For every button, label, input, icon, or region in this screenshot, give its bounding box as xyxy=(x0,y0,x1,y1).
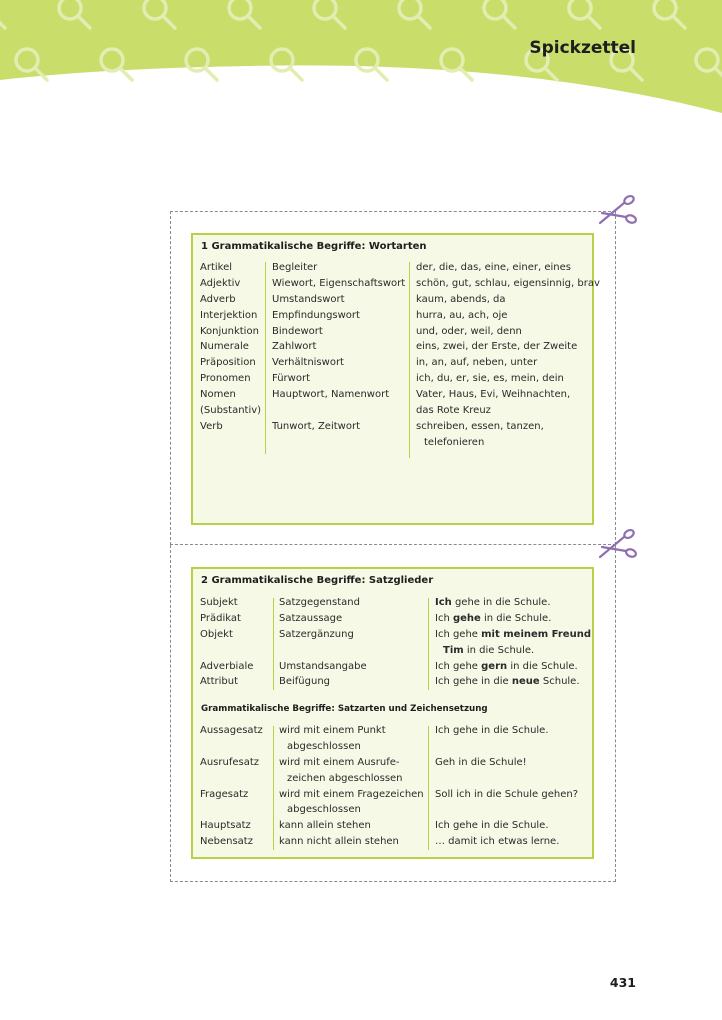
table-cell xyxy=(435,674,591,690)
table-cell: Beifügung xyxy=(279,676,331,688)
table-cell: hurra, au, ach, oje xyxy=(416,309,508,321)
term-column xyxy=(200,595,253,690)
example-text: Ich gehe xyxy=(435,660,482,672)
table-cell: Fürwort xyxy=(272,373,310,385)
table-cell: Ich gehe in die Schule. xyxy=(435,820,549,832)
table-cell: Verb xyxy=(200,420,223,432)
table-cell xyxy=(200,771,263,787)
table-cell: Vater, Haus, Evi, Weihnachten, xyxy=(416,389,571,401)
highlighted-term: mit meinem Freund xyxy=(481,628,591,640)
table-cell: das Rote Kreuz xyxy=(416,405,491,417)
highlighted-term: Ich xyxy=(435,597,452,608)
table-cell: kann nicht allein stehen xyxy=(279,836,399,848)
column-divider xyxy=(273,726,274,850)
german-term-column xyxy=(279,595,367,690)
table-cell: Adverbiale xyxy=(200,660,254,672)
table-cell: schön, gut, schlau, eigensinnig, brav xyxy=(416,277,600,289)
table-cell: wird mit einem Punkt xyxy=(279,725,386,736)
table-cell: (Substantiv) xyxy=(200,405,262,417)
table-cell: kann allein stehen xyxy=(279,820,371,832)
card-title: 2 Grammatikalische Begriffe: Satzglieder xyxy=(201,575,434,586)
page-number: 431 xyxy=(609,975,636,990)
example-text: Ich xyxy=(435,612,453,624)
table-cell: Nomen xyxy=(200,389,236,401)
table-cell: Wiewort, Eigenschaftswort xyxy=(272,277,406,289)
table-cell: Hauptsatz xyxy=(200,820,251,832)
example-column xyxy=(435,595,591,690)
table-cell: Zahlwort xyxy=(272,341,317,353)
table-cell: in, an, auf, neben, unter xyxy=(416,357,538,369)
table-cell xyxy=(435,643,591,659)
table-cell: Soll ich in die Schule gehen? xyxy=(435,788,579,800)
table-cell: Satzaussage xyxy=(279,612,343,624)
table-cell: Nebensatz xyxy=(200,836,253,848)
example-text: gehe in die Schule. xyxy=(451,597,551,608)
table-cell: Prädikat xyxy=(200,612,241,624)
scissors-icon xyxy=(596,193,638,229)
table-cell: abgeschlossen xyxy=(287,740,361,752)
table-cell xyxy=(272,435,405,451)
highlighted-term: neue xyxy=(511,676,540,688)
term-column xyxy=(200,260,261,451)
example-text: in die Schule. xyxy=(507,660,578,672)
column-divider xyxy=(428,598,429,690)
table-cell: Pronomen xyxy=(200,373,251,385)
table-cell: Konjunktion xyxy=(200,325,259,337)
column-divider xyxy=(409,262,410,458)
table-cell: Empfindungswort xyxy=(272,309,360,321)
table-cell xyxy=(200,802,263,818)
table-cell: Adverb xyxy=(200,293,236,305)
highlighted-term: gern xyxy=(481,660,508,672)
example-column xyxy=(435,723,578,850)
column-divider xyxy=(273,598,274,690)
card-wortarten xyxy=(191,233,600,525)
table-cell: Satzergänzung xyxy=(279,628,354,640)
table-cell xyxy=(279,643,367,659)
table-cell: Umstandsangabe xyxy=(279,660,367,672)
table-cell: Geh in die Schule! xyxy=(435,756,527,768)
table-cell xyxy=(435,739,578,755)
table-cell xyxy=(435,627,591,643)
column-divider xyxy=(265,262,266,454)
table-cell: Begleiter xyxy=(272,262,318,273)
table-cell: Aussagesatz xyxy=(200,725,263,736)
table-cell: Adjektiv xyxy=(200,277,241,289)
column-divider xyxy=(428,726,429,850)
table-cell: kaum, abends, da xyxy=(416,293,506,305)
highlighted-term: Tim xyxy=(443,644,464,656)
table-cell xyxy=(435,611,591,627)
section-subtitle: Grammatikalische Begriffe: Satzarten und Zeichensetzung xyxy=(201,704,488,714)
table-cell: Tunwort, Zeitwort xyxy=(272,420,360,432)
german-term-column xyxy=(272,260,405,451)
example-text: Ich gehe in die xyxy=(435,676,512,688)
sentence-type-column xyxy=(200,723,263,850)
page-title: Spickzettel xyxy=(529,38,636,58)
table-cell: Interjektion xyxy=(200,309,258,321)
table-cell: Subjekt xyxy=(200,597,238,608)
table-cell: zeichen abgeschlossen xyxy=(287,772,403,784)
table-cell: Hauptwort, Namenwort xyxy=(272,389,390,401)
table-cell: ich, du, er, sie, es, mein, dein xyxy=(416,373,564,385)
rule-column xyxy=(279,723,424,850)
table-cell: und, oder, weil, denn xyxy=(416,325,522,337)
table-cell: telefonieren xyxy=(424,436,485,448)
table-cell: Attribut xyxy=(200,676,239,688)
card-title: 1 Grammatikalische Begriffe: Wortarten xyxy=(201,241,427,252)
table-cell: abgeschlossen xyxy=(287,804,361,816)
example-text: Ich gehe xyxy=(435,628,482,640)
example-text: in die Schule. xyxy=(463,644,535,656)
table-cell: Numerale xyxy=(200,341,249,353)
header-banner xyxy=(0,0,722,120)
table-cell: schreiben, essen, tanzen, xyxy=(416,420,544,432)
table-cell xyxy=(200,643,253,659)
scissors-icon xyxy=(596,527,638,563)
table-cell: wird mit einem Fragezeichen xyxy=(279,788,424,800)
table-cell xyxy=(200,739,263,755)
table-cell xyxy=(435,802,578,818)
table-cell: Verhältniswort xyxy=(272,357,344,369)
table-cell xyxy=(200,435,261,451)
table-cell: der, die, das, eine, einer, eines xyxy=(416,262,571,273)
table-cell: Fragesatz xyxy=(200,788,249,800)
table-cell: Bindewort xyxy=(272,325,323,337)
example-text: Schule. xyxy=(539,676,580,688)
table-cell: eins, zwei, der Erste, der Zweite xyxy=(416,341,578,353)
table-cell: Satzgegenstand xyxy=(279,597,360,608)
table-cell xyxy=(435,659,591,675)
table-cell xyxy=(435,771,578,787)
table-cell xyxy=(435,595,591,611)
table-cell: Ich gehe in die Schule. xyxy=(435,725,549,736)
example-text: in die Schule. xyxy=(480,612,552,624)
table-cell: Objekt xyxy=(200,628,233,640)
table-cell: Ausrufesatz xyxy=(200,756,260,768)
table-cell: Präposition xyxy=(200,357,256,369)
example-column xyxy=(416,260,600,451)
card-satzglieder xyxy=(191,567,594,859)
table-cell: Artikel xyxy=(200,262,233,273)
table-cell: Umstandswort xyxy=(272,293,345,305)
table-cell: wird mit einem Ausrufe- xyxy=(279,756,400,768)
highlighted-term: gehe xyxy=(452,612,481,624)
table-cell xyxy=(272,403,405,419)
table-cell: … damit ich etwas lerne. xyxy=(435,836,560,848)
